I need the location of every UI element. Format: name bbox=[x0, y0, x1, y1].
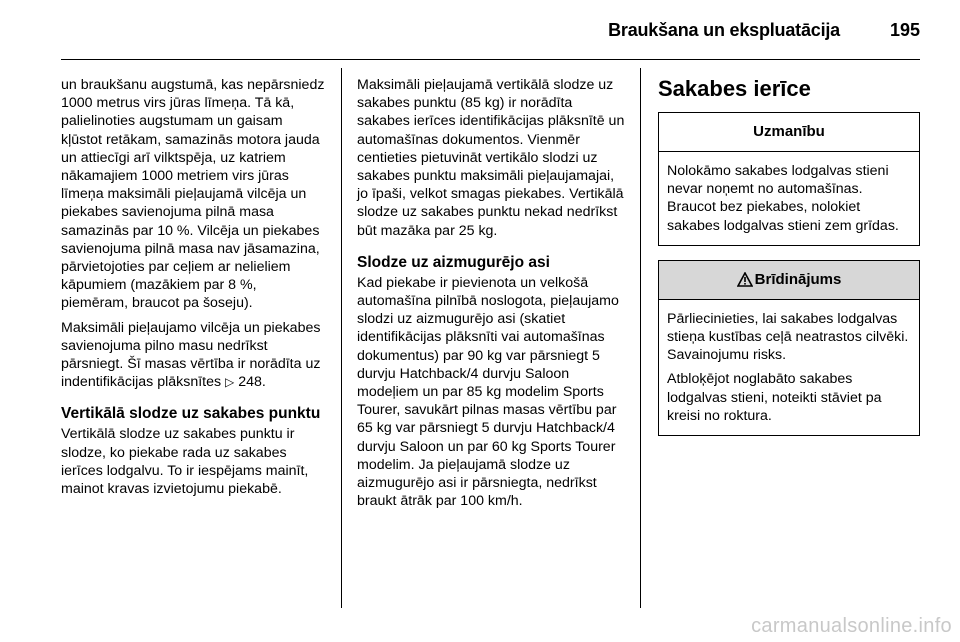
section-heading-towing-device: Sakabes ierīce bbox=[658, 76, 811, 101]
cross-reference-arrow-icon: ▷ bbox=[225, 375, 235, 390]
warning-header bbox=[659, 261, 919, 300]
column-3 bbox=[658, 76, 920, 450]
watermark: carmanualsonline.info bbox=[751, 615, 952, 637]
column-divider-1 bbox=[341, 68, 342, 608]
warning-triangle-icon bbox=[737, 272, 753, 287]
warning-text-1: Pārliecinieties, lai sakabes lodgalvas stieņa kustības ceļā neatrastos cilvēki. Savainojumu risks. bbox=[667, 310, 909, 364]
caution-title: Uzmanību bbox=[659, 113, 919, 152]
page-header bbox=[0, 0, 960, 60]
section-heading-rear-axle: Slodze uz aizmugurējo asi bbox=[357, 253, 550, 271]
paragraph-rear-axle: Kad piekabe ir pievienota un velkošā automašīna pilnībā noslogota, pieļaujamo slodzi uz aizmugurējo asi (skatiet identifikācijas plāksnīti vai automašīnas dokumentus) par 90 kg var pārsniegt 5 durvju Hatchback/4 durvju Saloon modeļiem un par 85 kg modelim Sports Tourer, savukārt pilnas masas vērtību par 65 kg var pārsniegt 5 durvju Hatchback/4 durvju Saloon un par 60 kg Sports Tourer modelim. Ja pieļaujamā slodze uz aizmugurējo asi ir pārsniegta, nedrīkst braukt ātrāk par 100 km/h. bbox=[357, 274, 619, 510]
paragraph-vertical-load: Vertikālā slodze uz sakabes punktu ir slodze, ko piekabe rada uz sakabes ierīces lodgalvu. To ir iespējams mainīt, mainot kravas izvietojumu piekabē. bbox=[61, 426, 309, 498]
cross-reference-link[interactable]: 248. bbox=[238, 374, 266, 391]
chapter-title: Braukšana un ekspluatācija bbox=[608, 20, 840, 40]
warning-box bbox=[658, 260, 920, 436]
warning-title: Brīdinājums bbox=[754, 270, 842, 288]
page-number: 195 bbox=[889, 20, 920, 40]
paragraph-altitude: un braukšanu augstumā, kas nepārsniedz 1000 metrus virs jūras līmeņa. Tā kā, palielinoties augstumam un gaisam kļūstot retākam, samazinās motora jauda un attiecīgi arī vilktspēja, uz katriem nākamajiem 1000 metriem virs jūras līmeņa maksimāli pieļaujamā vilcēja un piekabes savienojuma pilnā masa samazinās par 10 %. Vilcēja un piekabes savienojuma pilnā masa nav jāsamazina, pārvietojoties par ceļiem ar nelieliem kāpumiem (mazākiem par 8 %, piemēram, braucot pa šoseju). bbox=[61, 77, 325, 312]
paragraph-max-mass: Maksimāli pieļaujamo vilcēja un piekabes savienojuma pilno masu nedrīkst pārsniegt. Šī masas vērtība ir norādīta uz indentifikācijas plāksnītes ▷ 248. bbox=[61, 319, 321, 391]
column-2 bbox=[357, 76, 625, 516]
warning-text-2: Atbloķējot noglabāto sakabes lodgalvas stieni, noteikti stāviet pa kreisi no roktura. bbox=[667, 371, 882, 424]
caution-text: Nolokāmo sakabes lodgalvas stieni nevar noņemt no automašīnas. Braucot bez piekabes, nolokiet sakabes lodgalvas stieni zem grīdas. bbox=[667, 163, 899, 234]
section-heading-vertical-load: Vertikālā slodze uz sakabes punktu bbox=[61, 405, 321, 423]
column-1 bbox=[61, 76, 325, 504]
caution-box bbox=[658, 112, 920, 246]
header-divider bbox=[61, 59, 920, 60]
paragraph-max-vertical-load: Maksimāli pieļaujamā vertikālā slodze uz sakabes punktu (85 kg) ir norādīta sakabes ierīces identifikācijas plāksnītē un automašīnas dokumentos. Vienmēr centieties pietuvināt vertikālo slodzi uz sakabes punktu maksimāli pieļaujamajai, jo īpaši, velkot smagas piekabes. Vertikālā slodze uz sakabes punktu nekad nedrīkst būt mazāka par 25 kg. bbox=[357, 77, 625, 239]
column-divider-2 bbox=[640, 68, 641, 608]
